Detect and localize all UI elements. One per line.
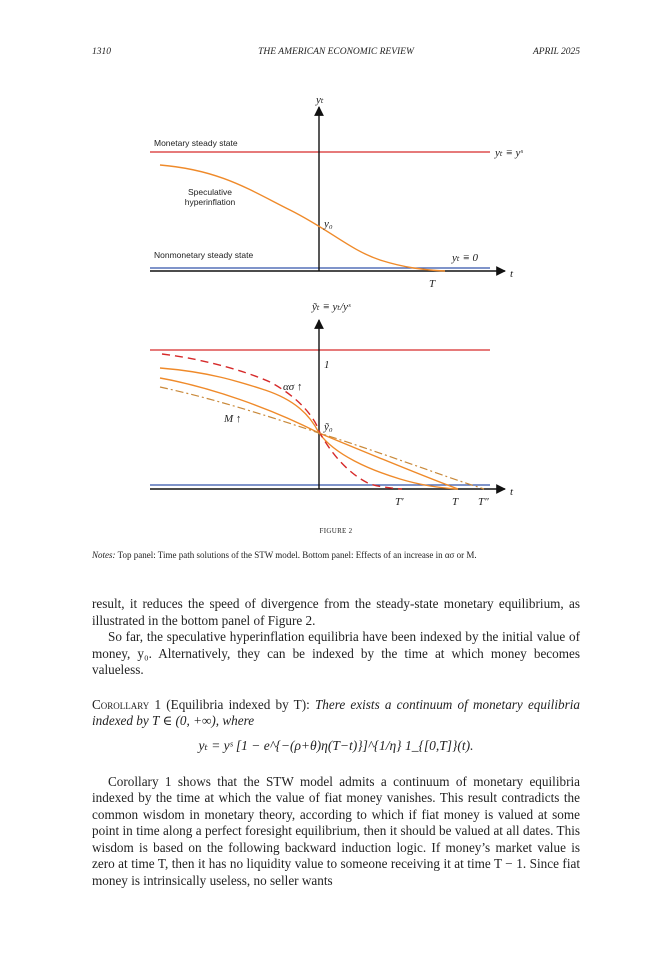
- top-T-label: T: [429, 278, 436, 290]
- nonmonetary-equation: yₜ ≡ 0: [452, 252, 479, 264]
- top-y-axis-label: yₜ: [316, 94, 324, 106]
- nonmonetary-label: Nonmonetary steady state: [154, 250, 254, 260]
- one-label: 1: [324, 359, 330, 371]
- corollary-label: Corollary 1: [92, 696, 162, 712]
- alpha-sigma-path: [162, 354, 402, 489]
- bottom-x-axis-label: t: [510, 486, 514, 498]
- corollary-equation: yₜ = yˢ [1 − e^{−(ρ+θ)η(T−t)}]^{1/η} 1_{[0,T]}(t).: [198, 737, 474, 753]
- top-panel: [150, 94, 523, 290]
- notes-lead: Notes:: [92, 550, 116, 560]
- speculative-label-2: hyperinflation: [184, 197, 236, 207]
- bottom-panel: [150, 301, 514, 508]
- page-number: 1310: [92, 47, 111, 57]
- figure-svg: [140, 90, 530, 510]
- bottom-T-label: T: [452, 496, 459, 508]
- T-double-prime-label: T″: [478, 496, 489, 508]
- y0-tilde-label: ỹ₀: [324, 421, 333, 433]
- speculative-label-1: Speculative: [188, 187, 232, 197]
- M-label: M ↑: [224, 413, 242, 425]
- figure-2: [140, 90, 530, 510]
- figure-caption: [92, 525, 580, 535]
- monetary-label: Monetary steady state: [154, 138, 238, 148]
- top-x-axis-label: t: [510, 268, 514, 280]
- paragraph-3: Corollary 1 shows that the STW model admits a continuum of monetary equilibria indexed by the time at which the value of fiat money vanishes. This result contradicts the common wisdom in monetary theory, according to which if fiat money is valued at some point in time along a perfect foresight equilibrium, then it should be valued at all dates. This wisdom is based on the following backward induction logic. If money’s market value is zero at time T, then it has no liquidity value to someone receiving it at time T − 1. Since fiat money is intrinsically useless, no seller wants: [92, 773, 580, 888]
- paragraph-2: So far, the speculative hyperinflation equilibria have been indexed by the initial value of money, y₀. Alternatively, they can be indexed by the time at which money becomes valueless.: [92, 629, 580, 677]
- corollary-1: [92, 697, 580, 730]
- issue-date: APRIL 2025: [532, 47, 580, 57]
- baseline-path-inner: [160, 378, 458, 489]
- corollary-title: (Equilibria indexed by T):: [161, 696, 315, 712]
- corollary-text: There exists a continuum of monetary equilibria indexed by T ∈ (0, +∞), where: [92, 696, 580, 728]
- monetary-equation: yₜ ≡ yˢ: [495, 147, 523, 159]
- y0-label: y₀: [324, 218, 333, 230]
- figure-notes: [92, 550, 580, 560]
- alpha-sigma-label: ασ ↑: [283, 381, 303, 393]
- notes-text: Top panel: Time path solutions of the STW model. Bottom panel: Effects of an increase in ασ or M.: [115, 550, 477, 560]
- journal-title: THE AMERICAN ECONOMIC REVIEW: [258, 47, 414, 57]
- T-prime-label: T′: [395, 496, 404, 508]
- money-increase-path: [160, 387, 484, 489]
- bottom-y-axis-label: ỹₜ ≡ yₜ/yˢ: [312, 301, 351, 313]
- body-text: [92, 596, 580, 889]
- figure-caption-label: FIGURE 2: [319, 527, 353, 535]
- page-header: [92, 47, 580, 61]
- paragraph-1: result, it reduces the speed of divergence from the steady-state monetary equilibrium, as illustrated in the bottom panel of Figure 2.: [92, 596, 580, 628]
